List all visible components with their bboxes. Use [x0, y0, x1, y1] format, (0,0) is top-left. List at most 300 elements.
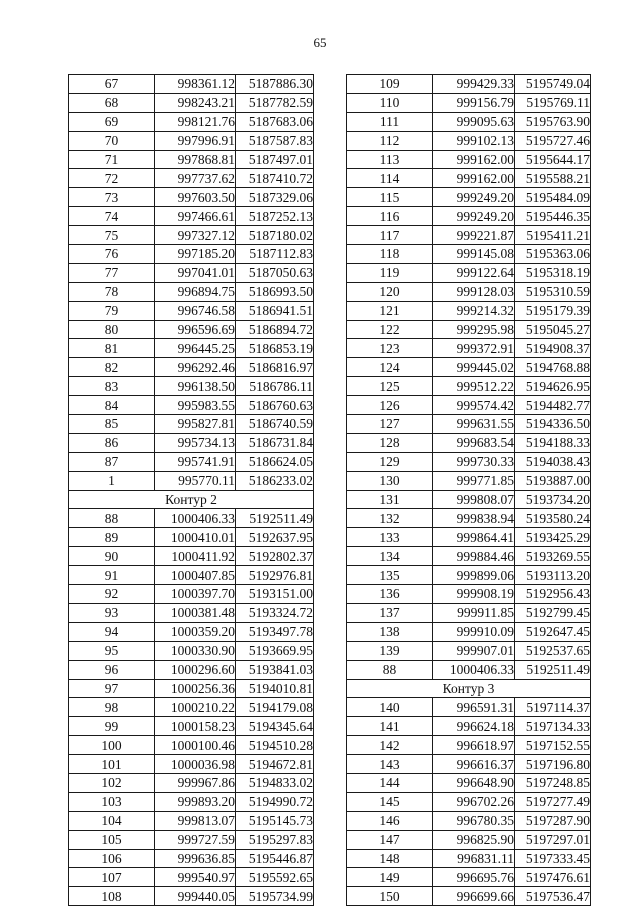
point-number-cell: 94 — [69, 622, 155, 641]
y-coordinate-cell: 5193151.00 — [236, 585, 314, 604]
point-number-cell: 69 — [69, 112, 155, 131]
x-coordinate-cell: 997737.62 — [155, 169, 236, 188]
x-coordinate-cell: 999574.42 — [433, 396, 515, 415]
x-coordinate-cell: 999445.02 — [433, 358, 515, 377]
y-coordinate-cell: 5197297.01 — [515, 830, 591, 849]
point-number-cell: 144 — [347, 773, 433, 792]
x-coordinate-cell: 999214.32 — [433, 301, 515, 320]
point-number-cell: 87 — [69, 452, 155, 471]
table-row — [347, 622, 591, 641]
table-row — [347, 490, 591, 509]
x-coordinate-cell: 997868.81 — [155, 150, 236, 169]
x-coordinate-cell: 996695.76 — [433, 868, 515, 887]
y-coordinate-cell: 5195484.09 — [515, 188, 591, 207]
y-coordinate-cell: 5194908.37 — [515, 339, 591, 358]
table-row — [347, 150, 591, 169]
point-number-cell: 97 — [69, 679, 155, 698]
table-row — [69, 641, 314, 660]
table-row — [347, 415, 591, 434]
point-number-cell: 149 — [347, 868, 433, 887]
point-number-cell: 1 — [69, 471, 155, 490]
table-row — [347, 93, 591, 112]
point-number-cell: 125 — [347, 377, 433, 396]
point-number-cell: 148 — [347, 849, 433, 868]
point-number-cell: 92 — [69, 585, 155, 604]
y-coordinate-cell: 5197248.85 — [515, 773, 591, 792]
point-number-cell: 88 — [347, 660, 433, 679]
point-number-cell: 100 — [69, 736, 155, 755]
y-coordinate-cell: 5193669.95 — [236, 641, 314, 660]
table-row — [69, 566, 314, 585]
table-row — [69, 528, 314, 547]
x-coordinate-cell: 996624.18 — [433, 717, 515, 736]
table-row — [347, 282, 591, 301]
table-row — [69, 830, 314, 849]
y-coordinate-cell: 5187050.63 — [236, 263, 314, 282]
x-coordinate-cell: 997327.12 — [155, 226, 236, 245]
table-row — [69, 150, 314, 169]
y-coordinate-cell: 5192637.95 — [236, 528, 314, 547]
y-coordinate-cell: 5187180.02 — [236, 226, 314, 245]
table-row — [69, 377, 314, 396]
y-coordinate-cell: 5193425.29 — [515, 528, 591, 547]
x-coordinate-cell: 1000407.85 — [155, 566, 236, 585]
y-coordinate-cell: 5197152.55 — [515, 736, 591, 755]
x-coordinate-cell: 999864.41 — [433, 528, 515, 547]
table-row — [69, 811, 314, 830]
point-number-cell: 109 — [347, 75, 433, 94]
x-coordinate-cell: 996596.69 — [155, 320, 236, 339]
point-number-cell: 103 — [69, 792, 155, 811]
x-coordinate-cell: 995827.81 — [155, 415, 236, 434]
table-row — [347, 585, 591, 604]
y-coordinate-cell: 5194990.72 — [236, 792, 314, 811]
table-row — [347, 736, 591, 755]
x-coordinate-cell: 997466.61 — [155, 207, 236, 226]
point-number-cell: 147 — [347, 830, 433, 849]
y-coordinate-cell: 5193269.55 — [515, 547, 591, 566]
contour-heading-row — [69, 490, 314, 509]
point-number-cell: 137 — [347, 603, 433, 622]
point-number-cell: 146 — [347, 811, 433, 830]
point-number-cell: 133 — [347, 528, 433, 547]
table-row — [69, 131, 314, 150]
point-number-cell: 114 — [347, 169, 433, 188]
point-number-cell: 143 — [347, 755, 433, 774]
table-row — [347, 377, 591, 396]
contour-heading-row — [347, 679, 591, 698]
table-row — [69, 112, 314, 131]
table-row — [347, 773, 591, 792]
x-coordinate-cell: 1000406.33 — [155, 509, 236, 528]
point-number-cell: 135 — [347, 566, 433, 585]
x-coordinate-cell: 998361.12 — [155, 75, 236, 94]
x-coordinate-cell: 999838.94 — [433, 509, 515, 528]
table-row — [347, 887, 591, 906]
x-coordinate-cell: 995734.13 — [155, 433, 236, 452]
y-coordinate-cell: 5197476.61 — [515, 868, 591, 887]
y-coordinate-cell: 5186233.02 — [236, 471, 314, 490]
x-coordinate-cell: 999727.59 — [155, 830, 236, 849]
table-row — [347, 169, 591, 188]
x-coordinate-cell: 996591.31 — [433, 698, 515, 717]
x-coordinate-cell: 998121.76 — [155, 112, 236, 131]
point-number-cell: 86 — [69, 433, 155, 452]
x-coordinate-cell: 999162.00 — [433, 169, 515, 188]
x-coordinate-cell: 999540.97 — [155, 868, 236, 887]
y-coordinate-cell: 5193580.24 — [515, 509, 591, 528]
table-row — [69, 509, 314, 528]
x-coordinate-cell: 1000256.36 — [155, 679, 236, 698]
x-coordinate-cell: 999095.63 — [433, 112, 515, 131]
x-coordinate-cell: 999910.09 — [433, 622, 515, 641]
y-coordinate-cell: 5194038.43 — [515, 452, 591, 471]
y-coordinate-cell: 5194672.81 — [236, 755, 314, 774]
y-coordinate-cell: 5194188.33 — [515, 433, 591, 452]
y-coordinate-cell: 5195363.06 — [515, 245, 591, 264]
point-number-cell: 118 — [347, 245, 433, 264]
y-coordinate-cell: 5186816.97 — [236, 358, 314, 377]
y-coordinate-cell: 5195045.27 — [515, 320, 591, 339]
y-coordinate-cell: 5192537.65 — [515, 641, 591, 660]
point-number-cell: 106 — [69, 849, 155, 868]
point-number-cell: 81 — [69, 339, 155, 358]
table-row — [347, 868, 591, 887]
table-row — [69, 868, 314, 887]
y-coordinate-cell: 5187112.83 — [236, 245, 314, 264]
coordinates-table-left — [68, 74, 314, 906]
x-coordinate-cell: 996702.26 — [433, 792, 515, 811]
y-coordinate-cell: 5195446.35 — [515, 207, 591, 226]
point-number-cell: 136 — [347, 585, 433, 604]
y-coordinate-cell: 5195749.04 — [515, 75, 591, 94]
point-number-cell: 150 — [347, 887, 433, 906]
x-coordinate-cell: 995770.11 — [155, 471, 236, 490]
point-number-cell: 96 — [69, 660, 155, 679]
table-row — [347, 528, 591, 547]
point-number-cell: 91 — [69, 566, 155, 585]
table-row — [69, 226, 314, 245]
y-coordinate-cell: 5187497.01 — [236, 150, 314, 169]
table-row — [69, 169, 314, 188]
x-coordinate-cell: 995983.55 — [155, 396, 236, 415]
y-coordinate-cell: 5187329.06 — [236, 188, 314, 207]
x-coordinate-cell: 996831.11 — [433, 849, 515, 868]
point-number-cell: 134 — [347, 547, 433, 566]
point-number-cell: 67 — [69, 75, 155, 94]
point-number-cell: 84 — [69, 396, 155, 415]
y-coordinate-cell: 5195179.39 — [515, 301, 591, 320]
x-coordinate-cell: 999631.55 — [433, 415, 515, 434]
x-coordinate-cell: 999249.20 — [433, 207, 515, 226]
x-coordinate-cell: 997603.50 — [155, 188, 236, 207]
y-coordinate-cell: 5193324.72 — [236, 603, 314, 622]
y-coordinate-cell: 5187252.13 — [236, 207, 314, 226]
table-row — [347, 75, 591, 94]
x-coordinate-cell: 999683.54 — [433, 433, 515, 452]
table-row — [69, 282, 314, 301]
table-row — [69, 93, 314, 112]
contour-heading: Контур 2 — [69, 490, 314, 509]
y-coordinate-cell: 5195318.19 — [515, 263, 591, 282]
x-coordinate-cell: 996648.90 — [433, 773, 515, 792]
table-row — [347, 471, 591, 490]
x-coordinate-cell: 996445.25 — [155, 339, 236, 358]
y-coordinate-cell: 5194010.81 — [236, 679, 314, 698]
x-coordinate-cell: 999907.01 — [433, 641, 515, 660]
table-row — [69, 339, 314, 358]
point-number-cell: 124 — [347, 358, 433, 377]
point-number-cell: 139 — [347, 641, 433, 660]
table-row — [69, 547, 314, 566]
point-number-cell: 110 — [347, 93, 433, 112]
y-coordinate-cell: 5193734.20 — [515, 490, 591, 509]
table-row — [69, 717, 314, 736]
y-coordinate-cell: 5195763.90 — [515, 112, 591, 131]
table-row — [69, 736, 314, 755]
y-coordinate-cell: 5194626.95 — [515, 377, 591, 396]
table-row — [347, 717, 591, 736]
x-coordinate-cell: 996699.66 — [433, 887, 515, 906]
y-coordinate-cell: 5195644.17 — [515, 150, 591, 169]
x-coordinate-cell: 995741.91 — [155, 452, 236, 471]
y-coordinate-cell: 5192802.37 — [236, 547, 314, 566]
point-number-cell: 120 — [347, 282, 433, 301]
x-coordinate-cell: 996894.75 — [155, 282, 236, 301]
y-coordinate-cell: 5187683.06 — [236, 112, 314, 131]
point-number-cell: 77 — [69, 263, 155, 282]
x-coordinate-cell: 1000210.22 — [155, 698, 236, 717]
x-coordinate-cell: 999967.86 — [155, 773, 236, 792]
table-row — [347, 226, 591, 245]
y-coordinate-cell: 5195310.59 — [515, 282, 591, 301]
y-coordinate-cell: 5192976.81 — [236, 566, 314, 585]
x-coordinate-cell: 999908.19 — [433, 585, 515, 604]
table-row — [347, 301, 591, 320]
table-row — [69, 452, 314, 471]
table-row — [347, 245, 591, 264]
y-coordinate-cell: 5186941.51 — [236, 301, 314, 320]
point-number-cell: 102 — [69, 773, 155, 792]
table-row — [69, 660, 314, 679]
x-coordinate-cell: 999372.91 — [433, 339, 515, 358]
x-coordinate-cell: 999221.87 — [433, 226, 515, 245]
x-coordinate-cell: 999808.07 — [433, 490, 515, 509]
y-coordinate-cell: 5187587.83 — [236, 131, 314, 150]
point-number-cell: 123 — [347, 339, 433, 358]
x-coordinate-cell: 997996.91 — [155, 131, 236, 150]
point-number-cell: 127 — [347, 415, 433, 434]
y-coordinate-cell: 5187410.72 — [236, 169, 314, 188]
point-number-cell: 119 — [347, 263, 433, 282]
point-number-cell: 80 — [69, 320, 155, 339]
x-coordinate-cell: 996780.35 — [433, 811, 515, 830]
table-row — [347, 396, 591, 415]
y-coordinate-cell: 5193113.20 — [515, 566, 591, 585]
table-row — [347, 339, 591, 358]
x-coordinate-cell: 999249.20 — [433, 188, 515, 207]
table-row — [69, 792, 314, 811]
y-coordinate-cell: 5197333.45 — [515, 849, 591, 868]
x-coordinate-cell: 1000100.46 — [155, 736, 236, 755]
table-row — [69, 245, 314, 264]
point-number-cell: 130 — [347, 471, 433, 490]
table-row — [347, 641, 591, 660]
x-coordinate-cell: 999899.06 — [433, 566, 515, 585]
point-number-cell: 113 — [347, 150, 433, 169]
point-number-cell: 116 — [347, 207, 433, 226]
table-row — [69, 698, 314, 717]
table-row — [347, 698, 591, 717]
x-coordinate-cell: 999730.33 — [433, 452, 515, 471]
point-number-cell: 83 — [69, 377, 155, 396]
point-number-cell: 117 — [347, 226, 433, 245]
table-row — [347, 131, 591, 150]
x-coordinate-cell: 998243.21 — [155, 93, 236, 112]
contour-heading: Контур 3 — [347, 679, 591, 698]
y-coordinate-cell: 5195297.83 — [236, 830, 314, 849]
table-row — [69, 396, 314, 415]
y-coordinate-cell: 5197114.37 — [515, 698, 591, 717]
table-row — [347, 452, 591, 471]
y-coordinate-cell: 5186760.63 — [236, 396, 314, 415]
table-row — [347, 433, 591, 452]
y-coordinate-cell: 5195592.65 — [236, 868, 314, 887]
y-coordinate-cell: 5195588.21 — [515, 169, 591, 188]
table-row — [347, 358, 591, 377]
point-number-cell: 70 — [69, 131, 155, 150]
table-row — [69, 301, 314, 320]
point-number-cell: 104 — [69, 811, 155, 830]
point-number-cell: 126 — [347, 396, 433, 415]
table-row — [347, 830, 591, 849]
table-row — [69, 188, 314, 207]
point-number-cell: 88 — [69, 509, 155, 528]
table-row — [347, 755, 591, 774]
x-coordinate-cell: 999911.85 — [433, 603, 515, 622]
table-row — [69, 887, 314, 906]
table-row — [69, 585, 314, 604]
y-coordinate-cell: 5194833.02 — [236, 773, 314, 792]
x-coordinate-cell: 997185.20 — [155, 245, 236, 264]
y-coordinate-cell: 5186624.05 — [236, 452, 314, 471]
x-coordinate-cell: 1000158.23 — [155, 717, 236, 736]
point-number-cell: 99 — [69, 717, 155, 736]
point-number-cell: 145 — [347, 792, 433, 811]
x-coordinate-cell: 996618.97 — [433, 736, 515, 755]
x-coordinate-cell: 999122.64 — [433, 263, 515, 282]
point-number-cell: 108 — [69, 887, 155, 906]
x-coordinate-cell: 999771.85 — [433, 471, 515, 490]
y-coordinate-cell: 5186853.19 — [236, 339, 314, 358]
x-coordinate-cell: 1000397.70 — [155, 585, 236, 604]
table-row — [69, 773, 314, 792]
y-coordinate-cell: 5194345.64 — [236, 717, 314, 736]
y-coordinate-cell: 5197277.49 — [515, 792, 591, 811]
y-coordinate-cell: 5195769.11 — [515, 93, 591, 112]
x-coordinate-cell: 1000036.98 — [155, 755, 236, 774]
point-number-cell: 112 — [347, 131, 433, 150]
y-coordinate-cell: 5186731.84 — [236, 433, 314, 452]
x-coordinate-cell: 996746.58 — [155, 301, 236, 320]
table-row — [69, 849, 314, 868]
table-row — [69, 263, 314, 282]
table-row — [347, 509, 591, 528]
page-number: 65 — [313, 35, 327, 50]
y-coordinate-cell: 5197196.80 — [515, 755, 591, 774]
x-coordinate-cell: 999162.00 — [433, 150, 515, 169]
table-row — [347, 603, 591, 622]
table-row — [347, 792, 591, 811]
point-number-cell: 93 — [69, 603, 155, 622]
x-coordinate-cell: 1000381.48 — [155, 603, 236, 622]
table-row — [69, 415, 314, 434]
x-coordinate-cell: 999884.46 — [433, 547, 515, 566]
point-number-cell: 121 — [347, 301, 433, 320]
x-coordinate-cell: 996292.46 — [155, 358, 236, 377]
y-coordinate-cell: 5194336.50 — [515, 415, 591, 434]
point-number-cell: 142 — [347, 736, 433, 755]
x-coordinate-cell: 999145.08 — [433, 245, 515, 264]
table-row — [69, 603, 314, 622]
x-coordinate-cell: 996138.50 — [155, 377, 236, 396]
point-number-cell: 138 — [347, 622, 433, 641]
point-number-cell: 73 — [69, 188, 155, 207]
y-coordinate-cell: 5186993.50 — [236, 282, 314, 301]
x-coordinate-cell: 1000411.92 — [155, 547, 236, 566]
y-coordinate-cell: 5193887.00 — [515, 471, 591, 490]
x-coordinate-cell: 999102.13 — [433, 131, 515, 150]
table-row — [347, 263, 591, 282]
point-number-cell: 131 — [347, 490, 433, 509]
y-coordinate-cell: 5194482.77 — [515, 396, 591, 415]
point-number-cell: 129 — [347, 452, 433, 471]
point-number-cell: 78 — [69, 282, 155, 301]
point-number-cell: 79 — [69, 301, 155, 320]
point-number-cell: 141 — [347, 717, 433, 736]
point-number-cell: 122 — [347, 320, 433, 339]
y-coordinate-cell: 5194768.88 — [515, 358, 591, 377]
y-coordinate-cell: 5195734.99 — [236, 887, 314, 906]
table-row — [347, 547, 591, 566]
x-coordinate-cell: 999295.98 — [433, 320, 515, 339]
point-number-cell: 107 — [69, 868, 155, 887]
table-row — [347, 811, 591, 830]
y-coordinate-cell: 5192956.43 — [515, 585, 591, 604]
table-row — [69, 755, 314, 774]
x-coordinate-cell: 1000296.60 — [155, 660, 236, 679]
point-number-cell: 74 — [69, 207, 155, 226]
point-number-cell: 68 — [69, 93, 155, 112]
y-coordinate-cell: 5195145.73 — [236, 811, 314, 830]
x-coordinate-cell: 1000359.20 — [155, 622, 236, 641]
x-coordinate-cell: 1000410.01 — [155, 528, 236, 547]
point-number-cell: 98 — [69, 698, 155, 717]
point-number-cell: 89 — [69, 528, 155, 547]
point-number-cell: 72 — [69, 169, 155, 188]
point-number-cell: 71 — [69, 150, 155, 169]
y-coordinate-cell: 5195411.21 — [515, 226, 591, 245]
y-coordinate-cell: 5192511.49 — [236, 509, 314, 528]
y-coordinate-cell: 5195727.46 — [515, 131, 591, 150]
y-coordinate-cell: 5194510.28 — [236, 736, 314, 755]
table-row — [347, 660, 591, 679]
y-coordinate-cell: 5187886.30 — [236, 75, 314, 94]
table-row — [69, 471, 314, 490]
coordinates-table-right — [346, 74, 591, 906]
point-number-cell: 75 — [69, 226, 155, 245]
point-number-cell: 101 — [69, 755, 155, 774]
